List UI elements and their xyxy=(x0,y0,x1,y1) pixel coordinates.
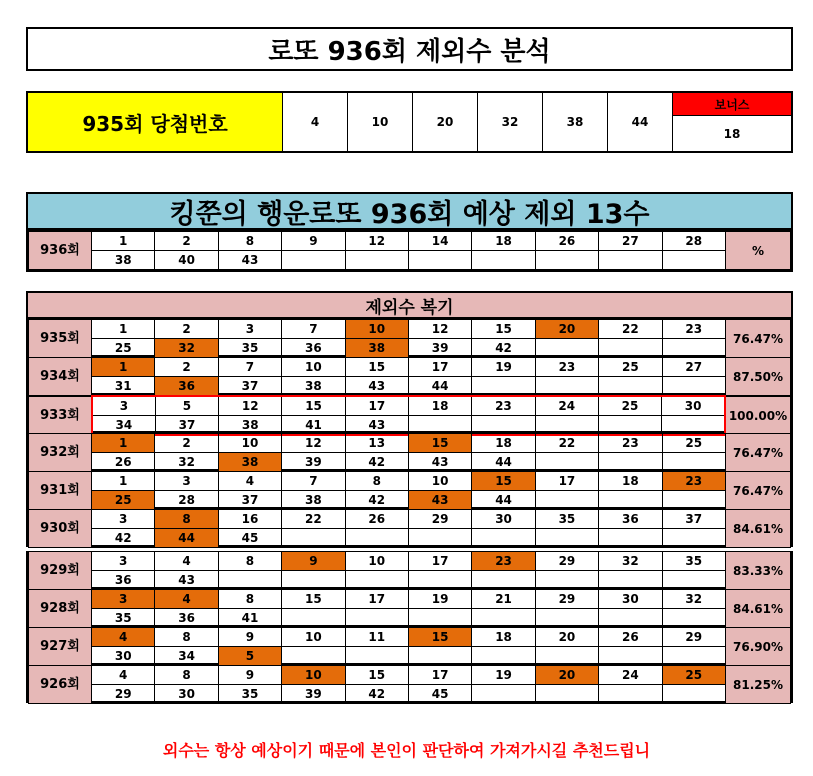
hit-number-cell: 15 xyxy=(408,434,471,453)
review-number-cell: 39 xyxy=(282,453,345,472)
prediction-table xyxy=(28,231,791,270)
hit-number-cell: 4 xyxy=(92,628,155,647)
review-number-cell xyxy=(472,647,535,666)
review-number-cell xyxy=(599,377,662,396)
review-number-cell: 23 xyxy=(535,358,598,377)
review-number-cell: 19 xyxy=(472,358,535,377)
review-round xyxy=(26,319,793,357)
review-number-cell: 1 xyxy=(92,320,155,339)
review-number-cell: 21 xyxy=(472,590,535,609)
winning-number: 44 xyxy=(608,93,673,151)
hit-number-cell: 1 xyxy=(92,358,155,377)
prediction-percent-label: % xyxy=(726,232,791,270)
hit-number-cell: 25 xyxy=(92,491,155,510)
review-number-cell: 30 xyxy=(155,685,218,704)
review-percent: 100.00% xyxy=(725,396,791,435)
review-number-cell: 37 xyxy=(662,510,725,529)
review-number-cell: 10 xyxy=(282,628,345,647)
review-round-table xyxy=(28,589,791,628)
review-number-cell: 44 xyxy=(408,377,471,396)
review-number-cell: 43 xyxy=(345,416,408,436)
review-number-cell: 5 xyxy=(155,396,218,416)
prediction-number-cell: 38 xyxy=(92,251,155,270)
review-number-cell: 18 xyxy=(408,396,471,416)
review-number-cell xyxy=(282,647,345,666)
review-number-cell: 23 xyxy=(662,320,725,339)
review-number-cell: 25 xyxy=(598,396,661,416)
review-number-cell xyxy=(599,491,662,510)
review-number-cell: 42 xyxy=(345,491,408,510)
prediction-number-cell: 18 xyxy=(472,232,535,251)
review-number-cell xyxy=(599,453,662,472)
page-title: 로또 936회 제외수 분석 xyxy=(26,27,793,71)
review-number-cell xyxy=(662,685,725,704)
review-number-cell: 3 xyxy=(92,396,155,416)
review-number-cell: 3 xyxy=(155,472,218,491)
review-number-cell xyxy=(345,529,408,548)
winning-number: 20 xyxy=(413,93,478,151)
review-number-cell: 3 xyxy=(218,320,281,339)
review-number-cell: 34 xyxy=(155,647,218,666)
review-number-cell xyxy=(662,339,725,358)
review-number-cell: 35 xyxy=(218,685,281,704)
prediction-number-cell: 12 xyxy=(345,232,408,251)
review-round-label: 935회 xyxy=(29,320,92,358)
review-number-cell: 36 xyxy=(92,571,155,590)
review-row xyxy=(29,358,791,377)
review-number-cell: 37 xyxy=(218,491,281,510)
review-number-cell: 28 xyxy=(155,491,218,510)
review-number-cell: 25 xyxy=(599,358,662,377)
review-round-table xyxy=(28,319,791,358)
prediction-number-cell: 28 xyxy=(662,232,725,251)
prediction-number-cell xyxy=(599,251,662,270)
review-number-cell: 18 xyxy=(472,628,535,647)
review-round xyxy=(26,665,793,703)
prediction-number-cell xyxy=(472,251,535,270)
hit-number-cell: 25 xyxy=(662,666,725,685)
review-number-cell: 43 xyxy=(408,453,471,472)
review-number-cell: 38 xyxy=(282,491,345,510)
review-number-cell: 7 xyxy=(282,320,345,339)
hit-number-cell: 3 xyxy=(92,590,155,609)
review-round-label: 927회 xyxy=(29,628,92,666)
review-number-cell xyxy=(472,571,535,590)
review-number-cell: 13 xyxy=(345,434,408,453)
hit-number-cell: 15 xyxy=(472,472,535,491)
review-number-cell: 35 xyxy=(662,552,725,571)
review-number-cell: 4 xyxy=(155,552,218,571)
review-round xyxy=(26,589,793,627)
review-number-cell: 25 xyxy=(92,339,155,358)
hit-number-cell: 1 xyxy=(92,434,155,453)
review-row xyxy=(29,434,791,453)
review-number-cell xyxy=(599,529,662,548)
review-number-cell: 43 xyxy=(155,571,218,590)
review-percent: 76.47% xyxy=(726,434,791,472)
review-number-cell xyxy=(535,339,598,358)
hit-number-cell: 9 xyxy=(282,552,345,571)
review-row xyxy=(29,628,791,647)
winning-number: 32 xyxy=(478,93,543,151)
prediction-row xyxy=(29,232,791,251)
review-number-cell: 9 xyxy=(218,666,281,685)
review-number-cell: 38 xyxy=(219,416,282,436)
review-number-cell xyxy=(535,609,598,628)
review-number-cell: 8 xyxy=(345,472,408,491)
review-round-label: 930회 xyxy=(29,510,92,548)
review-number-cell: 15 xyxy=(282,396,345,416)
review-number-cell xyxy=(599,571,662,590)
review-round-label: 926회 xyxy=(29,666,92,704)
review-round-table xyxy=(28,471,791,510)
review-round-table xyxy=(28,433,791,472)
review-number-cell: 35 xyxy=(92,609,155,628)
prediction-number-cell: 27 xyxy=(599,232,662,251)
review-number-cell xyxy=(408,571,471,590)
review-number-cell: 42 xyxy=(345,685,408,704)
review-number-cell: 17 xyxy=(535,472,598,491)
prediction-number-cell xyxy=(662,251,725,270)
review-number-cell: 4 xyxy=(218,472,281,491)
review-number-cell: 39 xyxy=(408,339,471,358)
review-percent: 76.47% xyxy=(726,472,791,510)
review-number-cell xyxy=(662,571,725,590)
review-number-cell: 37 xyxy=(218,377,281,396)
review-number-cell: 2 xyxy=(155,434,218,453)
review-round xyxy=(26,551,793,589)
review-number-cell xyxy=(599,609,662,628)
prediction-number-cell: 9 xyxy=(282,232,345,251)
review-row xyxy=(29,609,791,628)
review-row xyxy=(29,491,791,510)
review-number-cell xyxy=(408,529,471,548)
review-number-cell xyxy=(599,339,662,358)
review-number-cell: 45 xyxy=(408,685,471,704)
review-number-cell: 44 xyxy=(472,491,535,510)
hit-number-cell: 10 xyxy=(345,320,408,339)
prediction-round-label: 936회 xyxy=(29,232,92,270)
review-round-label: 928회 xyxy=(29,590,92,628)
review-row xyxy=(29,552,791,571)
review-round-label: 934회 xyxy=(29,358,92,396)
review-number-cell: 4 xyxy=(92,666,155,685)
review-number-cell: 3 xyxy=(92,552,155,571)
review-number-cell xyxy=(282,571,345,590)
review-number-cell: 30 xyxy=(472,510,535,529)
footer-note: 외수는 항상 예상이기 때문에 본인이 판단하여 가져가시길 추천드립니 xyxy=(162,740,651,760)
review-number-cell xyxy=(408,647,471,666)
review-number-cell: 10 xyxy=(218,434,281,453)
hit-number-cell: 38 xyxy=(345,339,408,358)
review-number-cell xyxy=(599,647,662,666)
prediction-number-cell: 8 xyxy=(218,232,281,251)
review-number-cell xyxy=(472,377,535,396)
review-percent: 76.47% xyxy=(726,320,791,358)
hit-number-cell: 43 xyxy=(408,491,471,510)
review-number-cell xyxy=(218,571,281,590)
review-percent: 84.61% xyxy=(726,510,791,548)
review-number-cell xyxy=(662,609,725,628)
review-row xyxy=(29,472,791,491)
review-round-table xyxy=(28,551,791,590)
review-number-cell: 26 xyxy=(599,628,662,647)
review-number-cell xyxy=(535,647,598,666)
bonus-number: 18 xyxy=(723,126,741,141)
review-number-cell: 11 xyxy=(345,628,408,647)
prediction-number-cell xyxy=(282,251,345,270)
review-percent: 87.50% xyxy=(726,358,791,396)
review-number-cell: 39 xyxy=(282,685,345,704)
review-row xyxy=(29,510,791,529)
review-row xyxy=(29,666,791,685)
review-number-cell: 3 xyxy=(92,510,155,529)
review-number-cell: 8 xyxy=(155,666,218,685)
review-number-cell: 31 xyxy=(92,377,155,396)
winning-number: 10 xyxy=(348,93,413,151)
review-row xyxy=(29,571,791,590)
prediction-banner: 킹쭌의 행운로또 936회 예상 제외 13수 xyxy=(26,192,793,230)
review-number-cell: 20 xyxy=(535,628,598,647)
review-number-cell: 32 xyxy=(662,590,725,609)
review-number-cell xyxy=(662,529,725,548)
review-round xyxy=(26,395,793,433)
review-number-cell: 2 xyxy=(155,320,218,339)
review-number-cell: 17 xyxy=(345,396,408,416)
review-number-cell: 9 xyxy=(218,628,281,647)
review-percent: 76.90% xyxy=(726,628,791,666)
review-number-cell xyxy=(535,491,598,510)
hit-number-cell: 38 xyxy=(218,453,281,472)
review-number-cell xyxy=(472,609,535,628)
review-number-cell: 35 xyxy=(535,510,598,529)
review-round-label: 931회 xyxy=(29,472,92,510)
review-number-cell xyxy=(345,609,408,628)
hit-number-cell: 10 xyxy=(282,666,345,685)
review-number-cell xyxy=(662,377,725,396)
review-number-cell: 17 xyxy=(408,358,471,377)
review-round-table xyxy=(28,395,791,436)
hit-number-cell: 8 xyxy=(155,510,218,529)
review-row xyxy=(29,647,791,666)
review-number-cell: 25 xyxy=(662,434,725,453)
review-round xyxy=(26,509,793,547)
review-round-label: 929회 xyxy=(29,552,92,590)
review-number-cell: 10 xyxy=(282,358,345,377)
hit-number-cell: 44 xyxy=(155,529,218,548)
review-number-cell: 12 xyxy=(282,434,345,453)
review-number-cell: 12 xyxy=(219,396,282,416)
review-percent: 81.25% xyxy=(726,666,791,704)
review-round-table xyxy=(28,509,791,548)
review-number-cell xyxy=(662,647,725,666)
review-number-cell: 42 xyxy=(92,529,155,548)
review-number-cell: 38 xyxy=(282,377,345,396)
review-number-cell xyxy=(662,453,725,472)
review-number-cell: 2 xyxy=(155,358,218,377)
review-number-cell: 22 xyxy=(282,510,345,529)
review-number-cell: 41 xyxy=(282,416,345,436)
review-number-cell: 30 xyxy=(599,590,662,609)
prediction-number-cell xyxy=(535,251,598,270)
review-number-cell: 36 xyxy=(155,609,218,628)
hit-number-cell: 4 xyxy=(155,590,218,609)
review-round xyxy=(26,471,793,509)
hit-number-cell: 20 xyxy=(535,666,598,685)
review-number-cell: 45 xyxy=(218,529,281,548)
review-round-table xyxy=(28,627,791,666)
winning-number: 4 xyxy=(283,93,348,151)
review-number-cell: 22 xyxy=(599,320,662,339)
review-number-cell: 18 xyxy=(472,434,535,453)
review-number-cell: 42 xyxy=(345,453,408,472)
review-number-cell: 30 xyxy=(662,396,725,416)
review-number-cell: 29 xyxy=(535,552,598,571)
review-row xyxy=(29,529,791,548)
review-number-cell xyxy=(599,685,662,704)
review-number-cell: 15 xyxy=(472,320,535,339)
review-number-cell: 30 xyxy=(92,647,155,666)
review-number-cell: 26 xyxy=(92,453,155,472)
review-number-cell xyxy=(345,647,408,666)
review-number-cell: 1 xyxy=(92,472,155,491)
review-number-cell: 29 xyxy=(408,510,471,529)
review-number-cell: 17 xyxy=(345,590,408,609)
hit-number-cell: 20 xyxy=(535,320,598,339)
review-round-table xyxy=(28,665,791,704)
review-round xyxy=(26,357,793,395)
hit-number-cell: 36 xyxy=(155,377,218,396)
review-row xyxy=(29,339,791,358)
review-number-cell: 22 xyxy=(535,434,598,453)
prediction-number-cell: 2 xyxy=(155,232,218,251)
review-number-cell: 29 xyxy=(662,628,725,647)
bonus-label: 보너스 xyxy=(673,93,791,116)
review-number-cell xyxy=(472,685,535,704)
hit-number-cell: 15 xyxy=(408,628,471,647)
review-number-cell: 8 xyxy=(155,628,218,647)
prediction-number-cell: 1 xyxy=(92,232,155,251)
review-number-cell: 44 xyxy=(472,453,535,472)
review-number-cell: 17 xyxy=(408,666,471,685)
review-number-cell: 41 xyxy=(218,609,281,628)
review-number-cell: 42 xyxy=(472,339,535,358)
review-number-cell: 37 xyxy=(155,416,218,436)
review-number-cell: 10 xyxy=(408,472,471,491)
winning-number: 38 xyxy=(543,93,608,151)
review-number-cell: 19 xyxy=(408,590,471,609)
review-number-cell xyxy=(662,491,725,510)
hit-number-cell: 5 xyxy=(218,647,281,666)
review-row xyxy=(29,453,791,472)
review-number-cell: 19 xyxy=(472,666,535,685)
prediction-grid xyxy=(26,230,793,272)
review-number-cell xyxy=(282,609,345,628)
review-number-cell: 15 xyxy=(282,590,345,609)
review-number-cell xyxy=(282,529,345,548)
review-round-label: 932회 xyxy=(29,434,92,472)
review-number-cell xyxy=(408,609,471,628)
prediction-number-cell: 26 xyxy=(535,232,598,251)
review-row xyxy=(29,377,791,396)
review-number-cell: 32 xyxy=(599,552,662,571)
review-round-label: 933회 xyxy=(29,396,93,435)
review-number-cell: 12 xyxy=(408,320,471,339)
bonus-cell xyxy=(673,93,791,151)
review-number-cell xyxy=(535,377,598,396)
hit-number-cell: 23 xyxy=(662,472,725,491)
review-number-cell: 10 xyxy=(345,552,408,571)
review-number-cell: 15 xyxy=(345,358,408,377)
prediction-number-cell: 40 xyxy=(155,251,218,270)
review-number-cell: 29 xyxy=(92,685,155,704)
review-round-table xyxy=(28,357,791,396)
review-number-cell: 43 xyxy=(345,377,408,396)
review-number-cell: 26 xyxy=(345,510,408,529)
review-number-cell: 27 xyxy=(662,358,725,377)
review-number-cell: 24 xyxy=(599,666,662,685)
review-number-cell xyxy=(535,529,598,548)
review-number-cell: 29 xyxy=(535,590,598,609)
review-number-cell: 18 xyxy=(599,472,662,491)
review-number-cell: 16 xyxy=(218,510,281,529)
review-number-cell xyxy=(535,453,598,472)
prediction-number-cell xyxy=(408,251,471,270)
review-number-cell: 17 xyxy=(408,552,471,571)
review-number-cell: 15 xyxy=(345,666,408,685)
prediction-number-cell: 43 xyxy=(218,251,281,270)
review-heading: 제외수 복기 xyxy=(26,291,793,319)
review-number-cell: 23 xyxy=(599,434,662,453)
hit-number-cell: 23 xyxy=(472,552,535,571)
review-number-cell: 7 xyxy=(282,472,345,491)
review-row xyxy=(29,685,791,704)
review-number-cell: 23 xyxy=(472,396,535,416)
review-number-cell xyxy=(535,571,598,590)
review-number-cell: 36 xyxy=(599,510,662,529)
prediction-number-cell xyxy=(345,251,408,270)
review-number-cell: 8 xyxy=(218,552,281,571)
review-row xyxy=(29,320,791,339)
review-number-cell: 8 xyxy=(218,590,281,609)
review-percent: 83.33% xyxy=(726,552,791,590)
winning-numbers-row xyxy=(26,91,793,153)
review-percent: 84.61% xyxy=(726,590,791,628)
review-round xyxy=(26,627,793,665)
review-number-cell: 7 xyxy=(218,358,281,377)
review-row xyxy=(29,396,791,416)
review-round xyxy=(26,433,793,471)
prediction-number-cell: 14 xyxy=(408,232,471,251)
review-row xyxy=(29,590,791,609)
review-number-cell xyxy=(535,685,598,704)
review-number-cell: 34 xyxy=(92,416,155,436)
hit-number-cell: 32 xyxy=(155,339,218,358)
review-number-cell xyxy=(472,529,535,548)
review-number-cell: 36 xyxy=(282,339,345,358)
review-number-cell xyxy=(345,571,408,590)
winning-label: 935회 당첨번호 xyxy=(28,93,283,151)
review-number-cell: 35 xyxy=(218,339,281,358)
review-number-cell: 24 xyxy=(535,396,598,416)
review-number-cell: 32 xyxy=(155,453,218,472)
prediction-row xyxy=(29,251,791,270)
